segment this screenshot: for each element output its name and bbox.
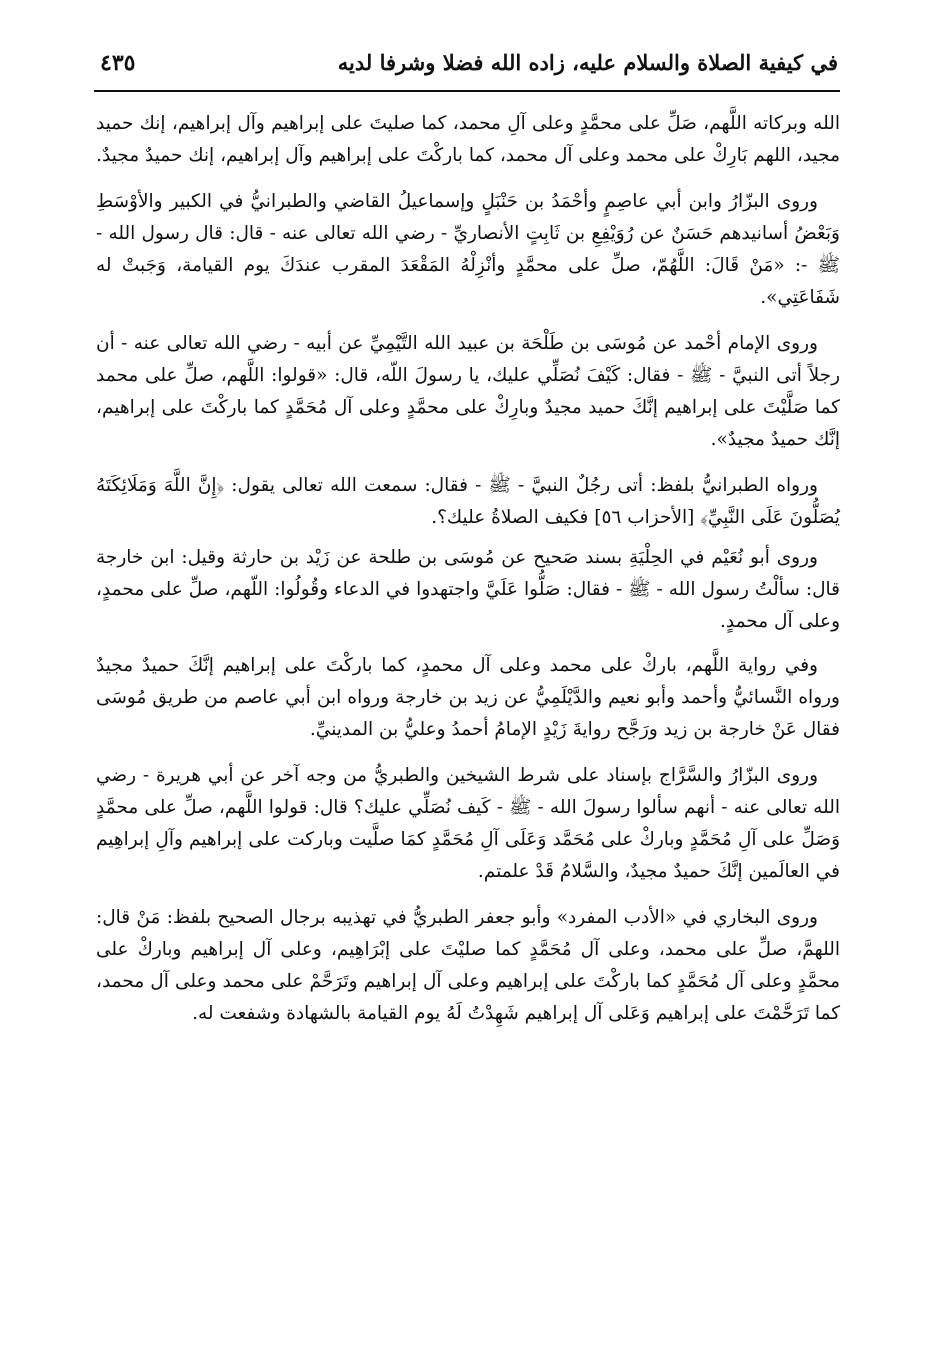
- page-number: ٤٣٥: [100, 50, 136, 76]
- paragraph: وفي رواية اللَّهم، باركْ على محمد وعلى آل محمدٍ، كما باركْتَ على إبراهيم إنَّكَ حميدٌ مجيدٌ ورواه النَّسائيُّ وأحمد وأبو نعيم والدَّيْلَمِيُّ عن زيد بن خارجة ورواه ابن أبي عاصم من طريق مُوسَى فقال عَنْ خارجة بن زيد ورَجَّح روايةَ زَيْدٍ الإمامُ أحمدُ وعليُّ بن المدينيِّ.: [96, 655, 840, 740]
- paragraph: وروى البخاري في «الأدب المفرد» وأبو جعفر الطبريُّ في تهذيبه برجال الصحيح بلفظ: مَنْ قال: اللهمَّ، صلِّ على محمد، وعلى آل مُحَمَّدٍ كما صليْتَ على إبْرَاهِيم، وعلى آل إبراهيم وباركْ على محمَّدٍ وعلى آل مُحَمَّدٍ كما باركْتَ على إبراهيم وعلى آل إبراهيم وتَرَحَّمْ على محمد وعلى آل محمد، كما تَرَحَّمْتَ على إبراهيم وَعَلى آل إبراهيم شَهِدْتُ لَهُ يوم القيامة بالشهادة وشفعت له.: [96, 907, 840, 1024]
- body-text: [96, 108, 840, 1358]
- paragraph: الله وبركاته اللَّهم، صَلِّ على محمَّدٍ وعلى آلِ محمد، كما صليتَ على إبراهيم وآل إبراهيم، إنك حميد مجيد، اللهم بَارِكْ على محمد وعلى آل محمد، كما باركْتَ على إبراهيم وآل إبراهيم، إنك حميدٌ مجيدٌ.: [96, 113, 840, 166]
- paragraph: وروى الإمام أحْمد عن مُوسَى بن طَلْحَة بن عبيد الله التَّيْمِيِّ عن أبيه - رضي الله تعالى عنه - أن رجلاً أتى النبيَّ - ﷺ - فقال: كَيْفَ نُصَلِّي عليك، يا رسولَ اللّه، قال: «قولوا: اللَّهم، صلِّ على محمد كما صَلَّيْتَ على إبراهيم إنَّكَ حميد مجيدٌ وبارِكْ على محمَّدٍ وعلى آل مُحَمَّدٍ كما باركْتَ على إبراهيم، إنَّك حميدٌ مجيدٌ».: [96, 333, 840, 450]
- page-header: [94, 44, 840, 92]
- paragraph: وروى البزّارُ وابن أبي عاصِمٍ وأحْمَدُ بن حَنْبَلٍ وإسماعيلُ القاضي والطبرانيُّ في الكبير والأوْسَطِ وَبَعْضُ أسانيدهم حَسَنٌ عن رُوَيْفِعِ بن ثَابِتٍ الأنصاريِّ - رضي الله تعالى عنه - قال: قال رسول الله - ﷺ -: «مَنْ قَالَ: اللَّهُمّ، صلِّ على محمَّدٍ وأنْزِلْهُ المَقْعَدَ المقرب عندَكَ يوم القيامة، وَجَبتْ له شَفَاعَتِي».: [96, 191, 840, 308]
- paragraph: ورواه الطبرانيُّ بلفظ: أتى رجُلٌ النبيَّ - ﷺ - فقال: سمعت الله تعالى يقول: ﴿إِنَّ اللَّهَ وَمَلَائِكَتَهُ يُصَلُّونَ عَلَى النَّبِيِّ﴾ [الأحزاب ٥٦] فكيف الصلاةُ عليك؟.: [96, 475, 840, 528]
- paragraph: وروى البزّارُ والسَّرَّاج بإسناد على شرط الشيخين والطبريُّ من وجه آخر عن أبي هريرة - رضي الله تعالى عنه - أنهم سألوا رسولَ الله - ﷺ - كَيف نُصَلِّي عليك؟ قال: قولوا اللَّهم، صلِّ على محمَّدٍ وَصَلِّ على آلِ مُحَمَّدٍ وباركْ على مُحَمَّد وَعَلَى آلِ مُحَمَّدٍ كمَا صلَّيت وباركت على إبراهيم وآلِ إبراهِيم في العالَمين إنَّكَ حميدٌ مجيدٌ، والسَّلامُ قَدْ علمتم.: [96, 765, 840, 882]
- paragraph: وروى أبو نُعَيْم في الحِلْيَةِ بسند صَحيح عن مُوسَى بن طلحة عن زَيْد بن حارثة وقيل: ابن خارجة قال: سألْتُ رسول الله - ﷺ - فقال: صَلُّوا عَلَيَّ واجتهدوا في الدعاء وقُولُوا: اللّهم، صلِّ على محمدٍ، وعلى آل محمدٍ.: [96, 547, 840, 632]
- running-head: في كيفية الصلاة والسلام عليه، زاده الله فضلا وشرفا لديه: [337, 50, 838, 75]
